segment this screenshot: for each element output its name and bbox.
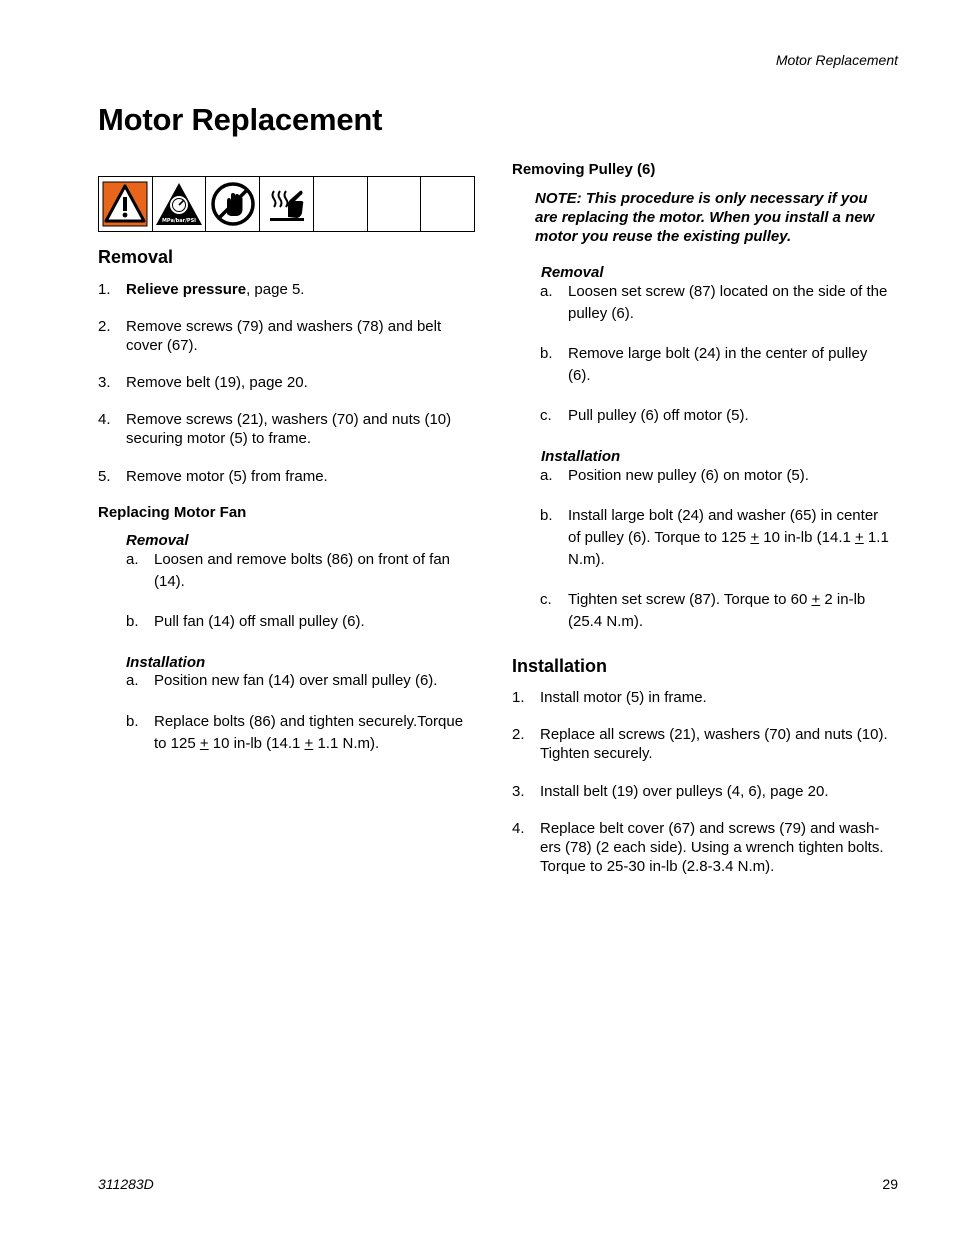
page-number: 29 (882, 1176, 898, 1192)
running-header: Motor Replacement (775, 52, 898, 68)
removing-pulley-heading: Removing Pulley (6) (512, 161, 656, 178)
page-title: Motor Replacement (98, 102, 383, 137)
removal-heading: Removal (98, 247, 174, 267)
note-text: NOTE: This procedure is only necessary if you are replacing the motor. When you install a new motor you reuse the existing pulley. (535, 190, 875, 245)
hot-surface-cell (260, 177, 314, 231)
list-item: c. Pull pulley (6) off motor (5). (540, 407, 749, 424)
warning-cell (99, 177, 153, 231)
list-item: b. Install large bolt (24) and washer (65) in center of pulley (6). Torque to 125 + 10 in-lb (14.1 + 1.1 N.m). (540, 507, 889, 568)
list-item: a. Position new fan (14) over small pulley (6). (126, 672, 438, 689)
list-item: a. Position new pulley (6) on motor (5). (540, 467, 809, 484)
list-item: a. Loosen set screw (87) located on the side of the pulley (6). (540, 283, 888, 322)
list-item: b. Replace bolts (86) and tighten securely.Torque to 125 + 10 in-lb (14.1 + 1.1 N.m). (126, 713, 464, 752)
empty-icon-cell (368, 177, 422, 231)
no-hand-cell (206, 177, 260, 231)
pulley-installation-subheading: Installation (541, 448, 621, 465)
document-number: 311283D (98, 1176, 154, 1192)
installation-heading: Installation (512, 656, 608, 676)
warning-icon-strip (98, 176, 475, 232)
list-item: 3. Remove belt (19), page 20. (98, 374, 308, 391)
list-item: c. Tighten set screw (87). Torque to 60 + 2 in-lb (25.4 N.m). (540, 591, 866, 630)
warning-triangle-icon (102, 181, 148, 227)
pulley-removal-subheading: Removal (541, 264, 604, 281)
list-item: 1. Relieve pressure, page 5. (98, 281, 305, 298)
empty-icon-cell (421, 177, 474, 231)
list-item: 2. Remove screws (79) and washers (78) and belt cover (67). (98, 318, 442, 354)
fan-installation-subheading: Installation (126, 654, 206, 671)
list-item: 3. Install belt (19) over pulleys (4, 6), page 20. (512, 783, 829, 800)
pressure-mpa-bar-psi-icon (155, 181, 203, 227)
list-item: 1. Install motor (5) in frame. (512, 689, 707, 706)
pressure-icon-label: MPa/bar/PSI (162, 218, 197, 224)
pressure-cell (153, 177, 207, 231)
list-item: 2. Replace all screws (21), washers (70) and nuts (10). Tighten securely. (512, 726, 888, 762)
list-item: b. Pull fan (14) off small pulley (6). (126, 613, 365, 630)
list-item: 5. Remove motor (5) from frame. (98, 468, 328, 485)
fan-removal-subheading: Removal (126, 532, 189, 549)
list-item: b. Remove large bolt (24) in the center of pulley (6). (540, 345, 868, 384)
list-item: 4. Replace belt cover (67) and screws (79) and wash- ers (78) (2 each side). Using a wrench tighten bolts. Torque to 25-30 in-lb (2.8-3.4 N.m). (512, 820, 884, 875)
empty-icon-cell (314, 177, 368, 231)
hot-surface-icon (264, 181, 310, 227)
list-item: 4. Remove screws (21), washers (70) and nuts (10) securing motor (5) to frame. (98, 411, 452, 447)
replacing-motor-fan-heading: Replacing Motor Fan (98, 504, 247, 521)
list-item: a. Loosen and remove bolts (86) on front of fan (14). (126, 551, 451, 590)
no-hand-icon (210, 181, 256, 227)
